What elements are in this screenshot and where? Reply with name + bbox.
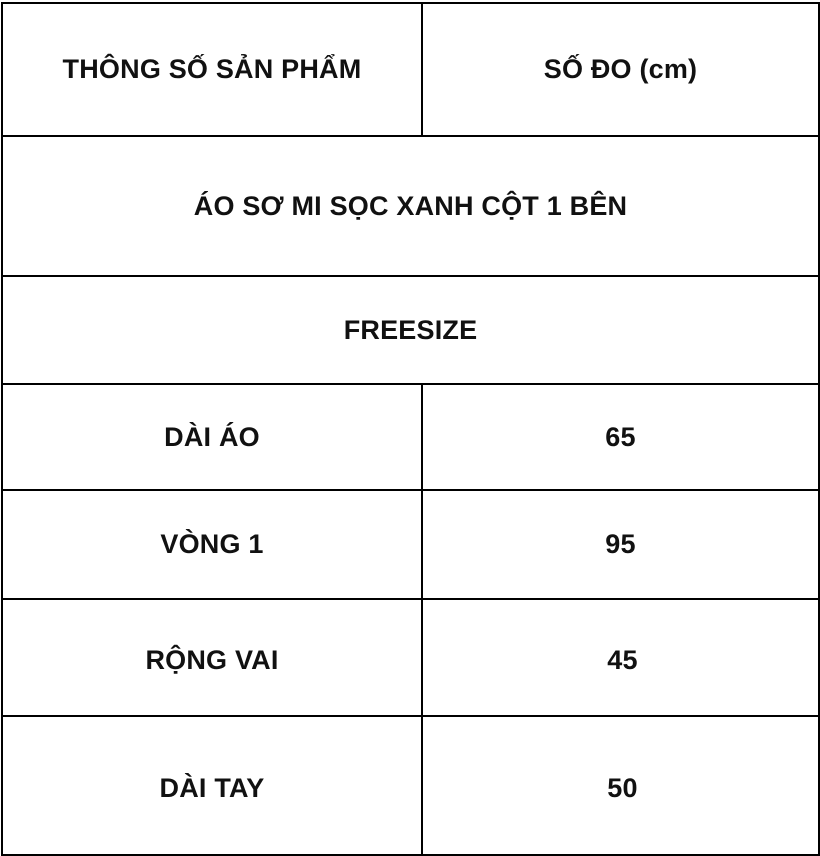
spec-header-cell: THÔNG SỐ SẢN PHẨM — [2, 3, 422, 136]
measurement-value: 50 — [422, 716, 819, 855]
table-row — [2, 599, 819, 716]
measurement-label: DÀI TAY — [2, 716, 422, 855]
measurement-value: 65 — [422, 384, 819, 490]
measurement-label: VÒNG 1 — [2, 490, 422, 599]
product-name-row — [2, 136, 819, 276]
table-header-row — [2, 3, 819, 136]
measurement-label: DÀI ÁO — [2, 384, 422, 490]
measurement-value: 45 — [422, 599, 819, 716]
table-row — [2, 716, 819, 855]
size-cell: FREESIZE — [2, 276, 819, 384]
table-row — [2, 384, 819, 490]
product-name-cell: ÁO SƠ MI SỌC XANH CỘT 1 BÊN — [2, 136, 819, 276]
measure-header-cell: SỐ ĐO (cm) — [422, 3, 819, 136]
measurement-value: 95 — [422, 490, 819, 599]
table-row — [2, 490, 819, 599]
size-row — [2, 276, 819, 384]
size-spec-table — [1, 2, 820, 856]
measurement-label: RỘNG VAI — [2, 599, 422, 716]
